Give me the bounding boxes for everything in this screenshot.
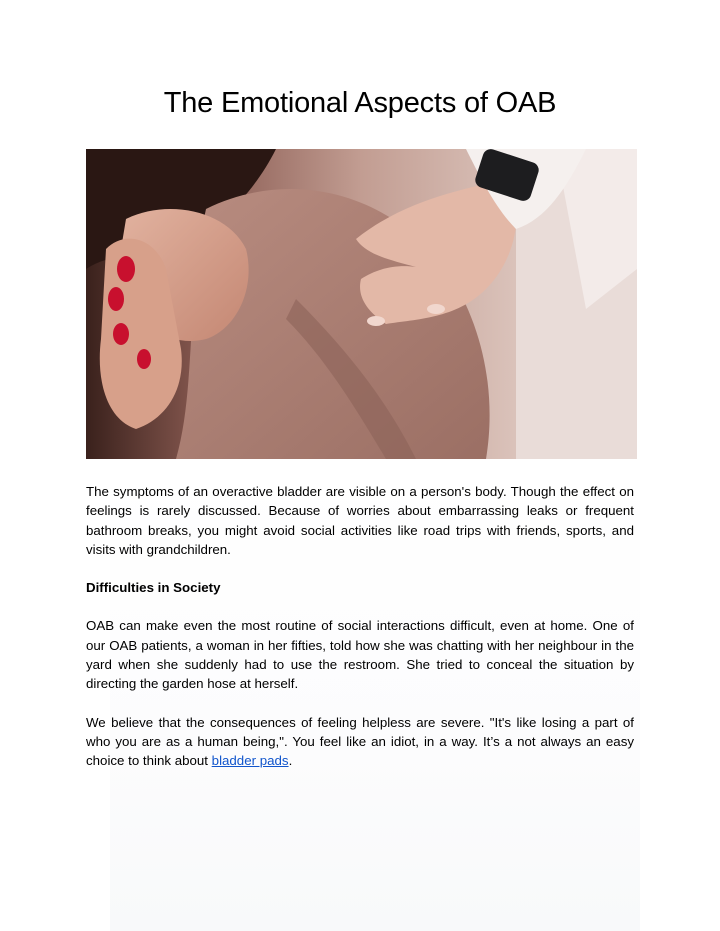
consequences-paragraph xyxy=(86,713,634,771)
consequences-text: We believe that the consequences of feeling helpless are severe. "It's like losing a part of who you are as a human being,". You feel like an idiot, in a way. It’s a not always an easy choice to think about xyxy=(86,714,634,769)
bladder-pads-link[interactable]: bladder pads xyxy=(211,753,289,769)
photo-woman-consoled-icon xyxy=(86,149,637,459)
society-paragraph: OAB can make even the most routine of social interactions difficult, even at home. One of our OAB patients, a woman in her fifties, told how she was chatting with her neighbour in the yard when she suddenly had to use the restroom. She tried to conceal the situation by directing the garden hose at herself. xyxy=(86,618,634,692)
intro-paragraph: The symptoms of an overactive bladder are visible on a person's body. Though the effect on feelings is rarely discussed. Because of worries about embarrassing leaks or frequent bathroom breaks, you might avoid social activities like road trips with friends, sports, and visits with grandchildren. xyxy=(86,484,634,557)
hero-image xyxy=(86,149,637,459)
section-heading: Difficulties in Society xyxy=(86,580,221,596)
article-body xyxy=(86,482,634,771)
page-title: The Emotional Aspects of OAB xyxy=(163,87,557,119)
consequences-end: . xyxy=(288,753,293,769)
